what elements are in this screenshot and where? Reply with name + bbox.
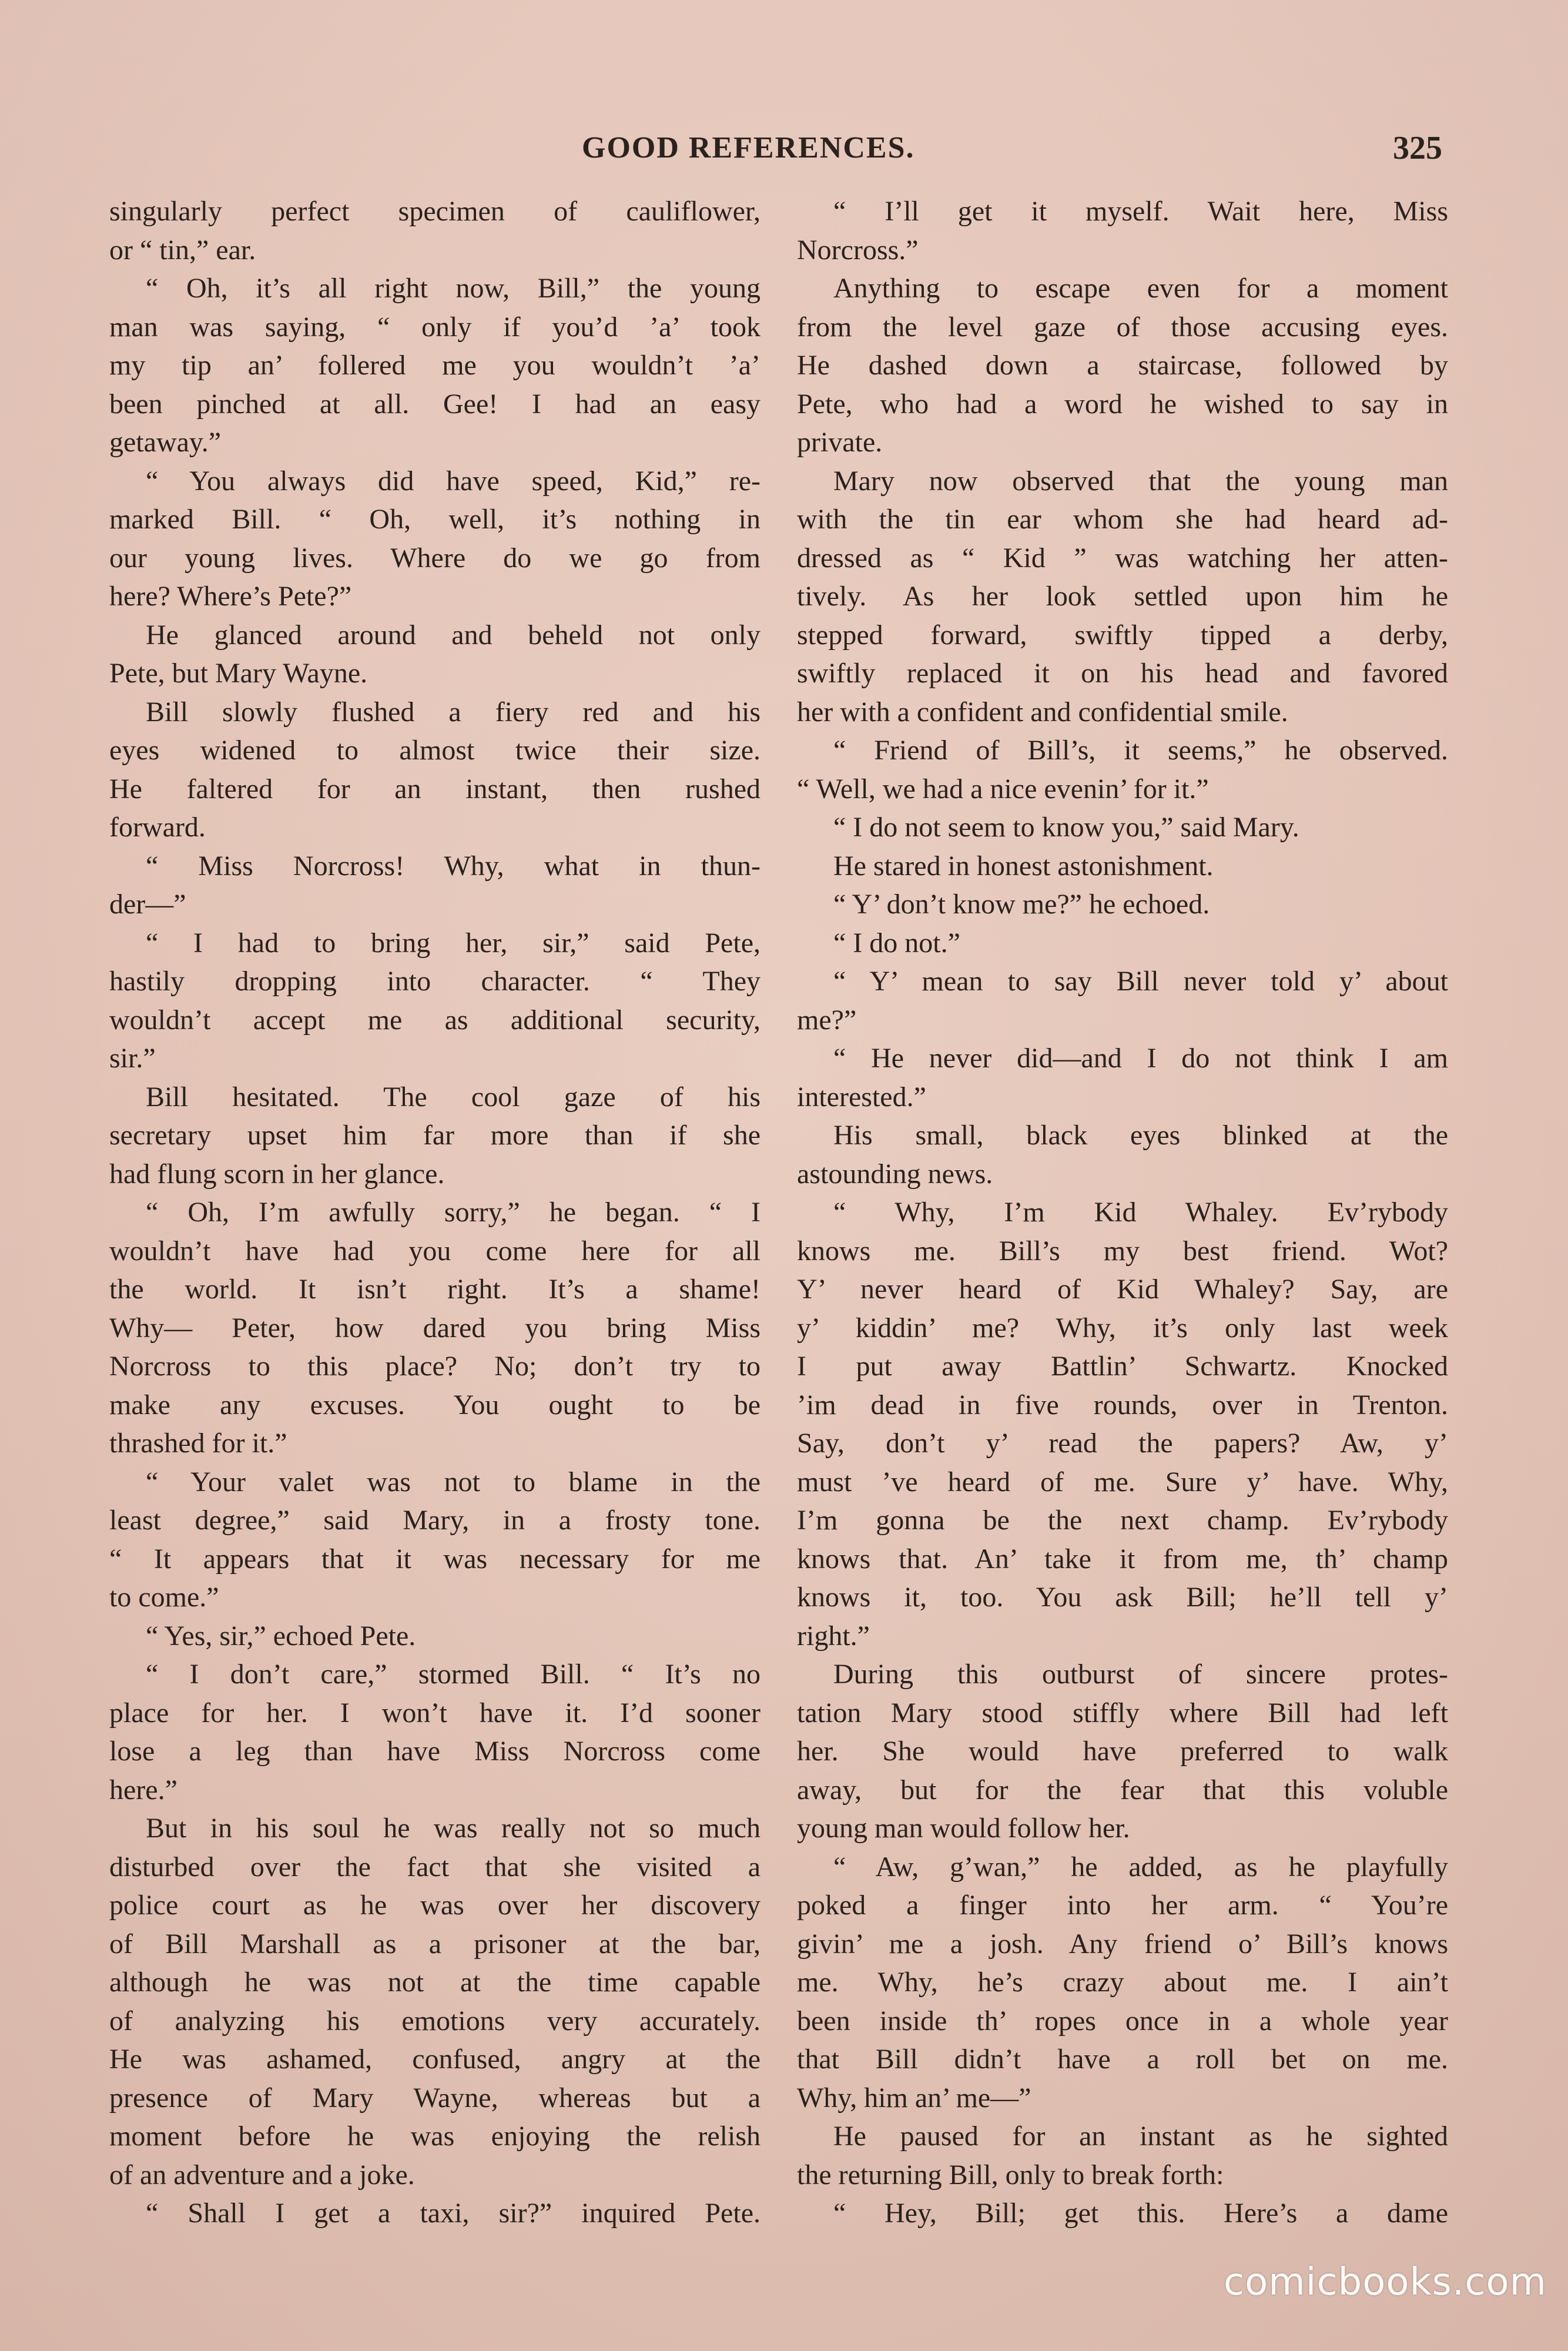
text-line: moment before he was enjoying the relish	[109, 2121, 760, 2152]
text-line: givin’ me a josh. Any friend o’ Bill’s knows	[797, 1928, 1448, 1960]
text-line: with the tin ear whom she had heard ad-	[797, 504, 1448, 535]
text-line: secretary upset him far more than if she	[109, 1120, 760, 1151]
text-line: Anything to escape even for a moment	[833, 273, 1448, 304]
text-line: hastily dropping into character. “ They	[109, 966, 760, 997]
text-line: der—”	[109, 889, 186, 920]
text-line: Bill hesitated. The cool gaze of his	[146, 1081, 760, 1113]
text-line: of analyzing his emotions very accurately.	[109, 2005, 760, 2037]
text-line: presence of Mary Wayne, whereas but a	[109, 2082, 760, 2114]
text-line: Pete, but Mary Wayne.	[109, 658, 368, 689]
text-line: “ Aw, g’wan,” he added, as he playfully	[833, 1851, 1448, 1883]
text-line: y’ kiddin’ me? Why, it’s only last week	[797, 1312, 1448, 1344]
text-line: stepped forward, swiftly tipped a derby,	[797, 619, 1448, 651]
text-line: Norcross to this place? No; don’t try to	[109, 1351, 760, 1382]
text-line: “ I do not.”	[833, 927, 960, 959]
text-line: tation Mary stood stiffly where Bill had left	[797, 1697, 1448, 1729]
text-line: Why— Peter, how dared you bring Miss	[109, 1312, 760, 1344]
text-line: Y’ never heard of Kid Whaley? Say, are	[797, 1274, 1448, 1305]
text-line: Say, don’t y’ read the papers? Aw, y’	[797, 1428, 1448, 1459]
text-line: her with a confident and confidential smile.	[797, 696, 1288, 728]
text-line: although he was not at the time capable	[109, 1967, 760, 1998]
text-line: I’m gonna be the next champ. Ev’rybody	[797, 1505, 1448, 1536]
text-line: “ I’ll get it myself. Wait here, Miss	[833, 196, 1448, 227]
text-line: eyes widened to almost twice their size.	[109, 735, 760, 766]
text-line: getaway.”	[109, 427, 222, 458]
text-line: wouldn’t accept me as additional security,	[109, 1004, 760, 1036]
text-line: “ Miss Norcross! Why, what in thun-	[146, 850, 760, 882]
running-head-title: GOOD REFERENCES.	[582, 131, 915, 165]
text-line: the world. It isn’t right. It’s a shame!	[109, 1274, 760, 1305]
text-line: “ Shall I get a taxi, sir?” inquired Pete.	[146, 2198, 760, 2229]
text-line: Norcross.”	[797, 234, 919, 266]
text-line: her. She would have preferred to walk	[797, 1736, 1448, 1767]
text-line: Bill slowly flushed a fiery red and his	[146, 696, 760, 728]
text-line: wouldn’t have had you come here for all	[109, 1235, 760, 1267]
text-line: make any excuses. You ought to be	[109, 1389, 760, 1421]
text-line: thrashed for it.”	[109, 1428, 287, 1459]
text-line: “ I don’t care,” stormed Bill. “ It’s no	[146, 1659, 760, 1690]
text-line: “ Well, we had a nice evenin’ for it.”	[797, 773, 1209, 805]
text-line: “ You always did have speed, Kid,” re-	[146, 465, 760, 497]
text-line: the returning Bill, only to break forth:	[797, 2159, 1224, 2191]
text-line: young man would follow her.	[797, 1813, 1130, 1844]
text-line: ’im dead in five rounds, over in Trenton.	[797, 1389, 1448, 1421]
text-line: from the level gaze of those accusing eyes.	[797, 311, 1448, 343]
text-line: must ’ve heard of me. Sure y’ have. Why,	[797, 1466, 1448, 1498]
text-line: “ Oh, I’m awfully sorry,” he began. “ I	[146, 1197, 760, 1228]
text-line: “ Y’ don’t know me?” he echoed.	[833, 889, 1210, 920]
text-line: lose a leg than have Miss Norcross come	[109, 1736, 760, 1767]
text-line: He stared in honest astonishment.	[833, 850, 1214, 882]
text-line: here.”	[109, 1774, 177, 1806]
text-line: During this outburst of sincere protes-	[833, 1659, 1448, 1690]
text-line: He paused for an instant as he sighted	[833, 2121, 1448, 2152]
text-line: But in his soul he was really not so much	[146, 1813, 760, 1844]
text-line: had flung scorn in her glance.	[109, 1158, 445, 1190]
text-line: He was ashamed, confused, angry at the	[109, 2044, 760, 2075]
text-line: marked Bill. “ Oh, well, it’s nothing in	[109, 504, 760, 535]
text-line: private.	[797, 427, 883, 458]
text-line: our young lives. Where do we go from	[109, 542, 760, 574]
text-line: tively. As her look settled upon him he	[797, 581, 1448, 612]
text-line: of Bill Marshall as a prisoner at the bar,	[109, 1928, 760, 1960]
text-line: place for her. I won’t have it. I’d sooner	[109, 1697, 760, 1729]
running-head	[0, 125, 1568, 172]
site-watermark: comicbooks.com	[1223, 2260, 1547, 2304]
text-line: “ I do not seem to know you,” said Mary.	[833, 812, 1299, 843]
text-line: interested.”	[797, 1081, 926, 1113]
text-line: His small, black eyes blinked at the	[833, 1120, 1448, 1151]
text-line: knows that. An’ take it from me, th’ champ	[797, 1543, 1448, 1575]
text-line: sir.”	[109, 1043, 156, 1074]
text-line: “ He never did—and I do not think I am	[833, 1043, 1448, 1074]
text-line: least degree,” said Mary, in a frosty tone.	[109, 1505, 760, 1536]
text-line: or “ tin,” ear.	[109, 234, 256, 266]
text-line: Pete, who had a word he wished to say in	[797, 388, 1448, 420]
text-line: “ Oh, it’s all right now, Bill,” the young	[146, 273, 760, 304]
text-line: singularly perfect specimen of cauliflower,	[109, 196, 760, 227]
text-line: here? Where’s Pete?”	[109, 581, 352, 612]
text-line: knows it, too. You ask Bill; he’ll tell y’	[797, 1582, 1448, 1613]
text-line: me. Why, he’s crazy about me. I ain’t	[797, 1967, 1448, 1998]
text-line: He faltered for an instant, then rushed	[109, 773, 760, 805]
text-line: astounding news.	[797, 1158, 993, 1190]
text-line: “ Friend of Bill’s, it seems,” he observed.	[833, 735, 1448, 766]
text-line: police court as he was over her discovery	[109, 1890, 760, 1921]
text-line: He dashed down a staircase, followed by	[797, 350, 1448, 381]
text-line: “ Hey, Bill; get this. Here’s a dame	[833, 2198, 1448, 2229]
left-text-column	[109, 192, 760, 2233]
text-line: disturbed over the fact that she visited a	[109, 1851, 760, 1883]
text-line: Why, him an’ me—”	[797, 2082, 1031, 2114]
text-line: swiftly replaced it on his head and favored	[797, 658, 1448, 689]
text-line: right.”	[797, 1620, 870, 1652]
text-line: “ Why, I’m Kid Whaley. Ev’rybody	[833, 1197, 1448, 1228]
text-line: He glanced around and beheld not only	[146, 619, 760, 651]
text-line: I put away Battlin’ Schwartz. Knocked	[797, 1351, 1448, 1382]
page-number: 325	[1393, 130, 1442, 166]
text-line: “ Your valet was not to blame in the	[146, 1466, 760, 1498]
text-line: “ It appears that it was necessary for me	[109, 1543, 760, 1575]
text-line: knows me. Bill’s my best friend. Wot?	[797, 1235, 1448, 1267]
text-line: “ Yes, sir,” echoed Pete.	[146, 1620, 416, 1652]
text-line: dressed as “ Kid ” was watching her atten-	[797, 542, 1448, 574]
text-line: my tip an’ follered me you wouldn’t ’a’	[109, 350, 760, 381]
text-line: man was saying, “ only if you’d ’a’ took	[109, 311, 760, 343]
text-line: “ I had to bring her, sir,” said Pete,	[146, 927, 760, 959]
text-line: Mary now observed that the young man	[833, 465, 1448, 497]
text-line: “ Y’ mean to say Bill never told y’ about	[833, 966, 1448, 997]
text-line: away, but for the fear that this voluble	[797, 1774, 1448, 1806]
text-line: poked a finger into her arm. “ You’re	[797, 1890, 1448, 1921]
text-line: to come.”	[109, 1582, 219, 1613]
text-line: forward.	[109, 812, 206, 843]
text-line: that Bill didn’t have a roll bet on me.	[797, 2044, 1448, 2075]
right-text-column	[797, 192, 1448, 2233]
text-line: me?”	[797, 1004, 857, 1036]
text-line: of an adventure and a joke.	[109, 2159, 415, 2191]
text-line: been pinched at all. Gee! I had an easy	[109, 388, 760, 420]
text-line: been inside th’ ropes once in a whole year	[797, 2005, 1448, 2037]
